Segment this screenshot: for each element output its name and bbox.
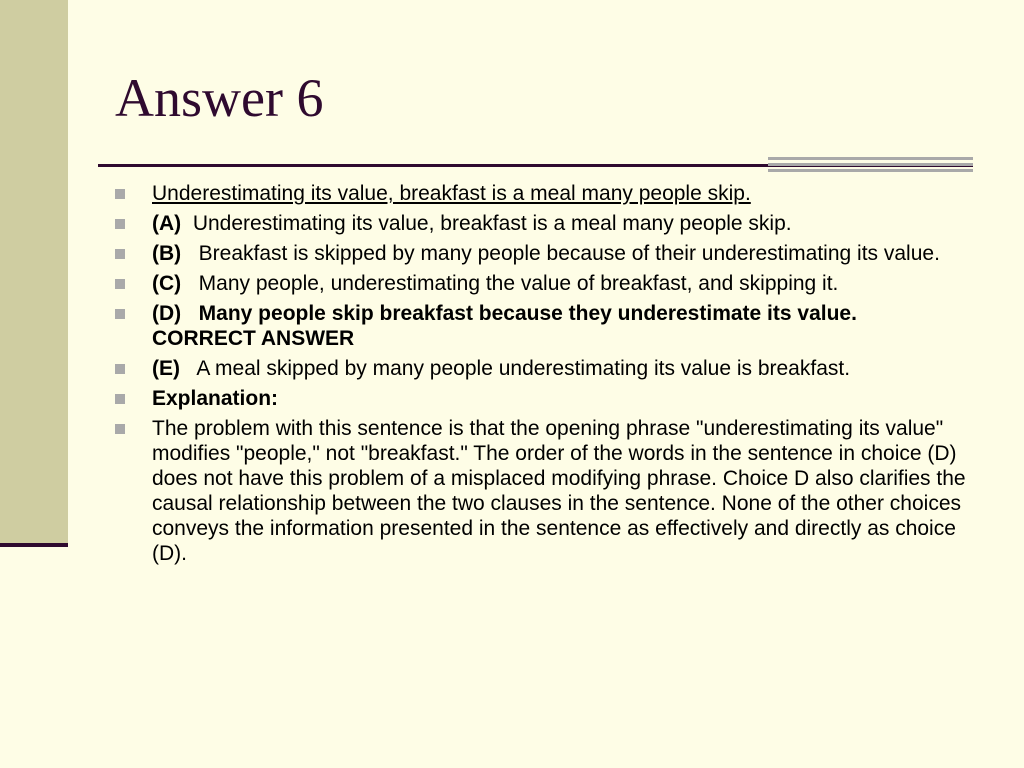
square-bullet-icon bbox=[115, 394, 125, 404]
square-bullet-icon bbox=[115, 249, 125, 259]
answer-bullet-list bbox=[113, 181, 973, 571]
bullet-choice-c bbox=[113, 271, 973, 296]
bullet-explanation-body bbox=[113, 416, 973, 566]
left-band-rule bbox=[0, 543, 68, 547]
choice-e-label: (E) bbox=[152, 357, 180, 380]
choice-c-label: (C) bbox=[152, 272, 182, 295]
choice-d-label: (D) bbox=[152, 302, 182, 325]
choice-b-label: (B) bbox=[152, 242, 182, 265]
correct-answer-note: CORRECT ANSWER bbox=[152, 327, 355, 350]
accent-bar bbox=[768, 157, 973, 160]
choice-a-text: Underestimating its value, breakfast is a meal many people skip. bbox=[192, 212, 792, 235]
bullet-explanation-heading bbox=[113, 386, 973, 411]
bullet-choice-e bbox=[113, 356, 973, 381]
accent-bars bbox=[768, 157, 973, 175]
square-bullet-icon bbox=[115, 189, 125, 199]
left-decorative-band bbox=[0, 0, 68, 545]
bullet-choice-a bbox=[113, 211, 973, 236]
slide-title: Answer 6 bbox=[115, 68, 324, 128]
square-bullet-icon bbox=[115, 219, 125, 229]
explanation-label: Explanation: bbox=[152, 387, 279, 410]
bullet-choice-d bbox=[113, 301, 973, 351]
choice-e-text: A meal skipped by many people underestimating its value is breakfast. bbox=[196, 357, 851, 380]
explanation-text: The problem with this sentence is that the opening phrase "underestimating its value" modifies "people," not "breakfast." The order of the words in the sentence in choice (D) does not have this problem of a misplaced modifying phrase. Choice D also clarifies the causal relationship between the two clauses in the sentence. None of the other choices conveys the information presented in the sentence as effectively and directly as choice (D). bbox=[152, 417, 966, 565]
bullet-choice-b bbox=[113, 241, 973, 266]
accent-bar bbox=[768, 169, 973, 172]
square-bullet-icon bbox=[115, 364, 125, 374]
accent-bar bbox=[768, 163, 973, 166]
choice-a-label: (A) bbox=[152, 212, 182, 235]
choice-c-text: Many people, underestimating the value of breakfast, and skipping it. bbox=[198, 272, 839, 295]
original-sentence: Underestimating its value, breakfast is a meal many people skip. bbox=[152, 182, 751, 205]
square-bullet-icon bbox=[115, 424, 125, 434]
square-bullet-icon bbox=[115, 279, 125, 289]
choice-d-text: Many people skip breakfast because they underestimate its value. bbox=[198, 302, 857, 325]
square-bullet-icon bbox=[115, 309, 125, 319]
bullet-original-sentence bbox=[113, 181, 973, 206]
choice-b-text: Breakfast is skipped by many people because of their underestimating its value. bbox=[198, 242, 940, 265]
